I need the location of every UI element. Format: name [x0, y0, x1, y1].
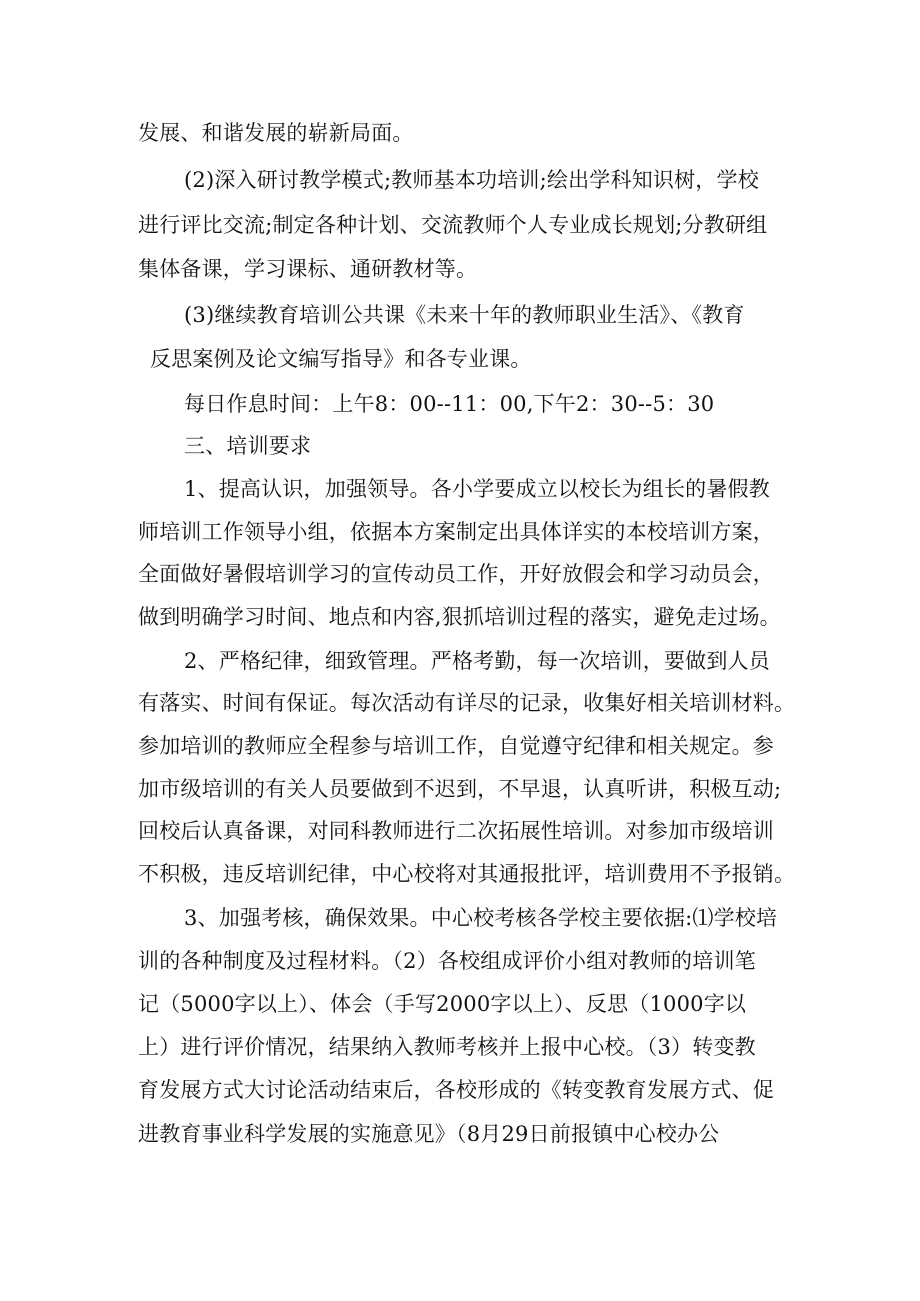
text-line: (3)继续教育培训公共课《未来十年的教师职业生活》、《教育	[184, 303, 745, 327]
text-line: 有落实、时间有保证。每次活动有详尽的记录，收集好相关培训材料。	[138, 691, 796, 715]
text-line: 做到明确学习时间、地点和内容,狠抓培训过程的落实，避免走过场。	[138, 605, 781, 629]
text-line: 3、加强考核，确保效果。中心校考核各学校主要依据:⑴学校培	[184, 906, 778, 930]
text-line: 上）进行评价情况，结果纳入教师考核并上报中心校。（3）转变教	[138, 1035, 756, 1059]
text-line: 记（5000字以上）、体会（手写2000字以上）、反思（1000字以	[138, 992, 747, 1016]
section-heading: 三、培训要求	[184, 434, 312, 458]
text-line: 回校后认真备课，对同科教师进行二次拓展性培训。对参加市级培训	[138, 819, 774, 843]
text-line: 全面做好暑假培训学习的宣传动员工作，开好放假会和学习动员会，	[138, 562, 774, 586]
text-line: 反思案例及论文编写指导》和各专业课。	[150, 347, 532, 371]
text-line: (2)深入研讨教学模式;教师基本功培训;绘出学科知识树，学校	[184, 168, 759, 192]
text-line: 不积极，违反培训纪律，中心校将对其通报批评，培训费用不予报销。	[138, 862, 796, 886]
text-line: 集体备课，学习课标、通研教材等。	[138, 257, 478, 281]
text-line: 进教育事业科学发展的实施意见》（8月29日前报镇中心校办公	[138, 1122, 720, 1146]
text-line: 加市级培训的有关人员要做到不迟到，不早退，认真听讲，积极互动;	[138, 777, 782, 801]
text-line: 参加培训的教师应全程参与培训工作，自觉遵守纪律和相关规定。参	[138, 734, 774, 758]
text-line: 发展、和谐发展的崭新局面。	[138, 121, 414, 145]
text-line: 进行评比交流;制定各种计划、交流教师个人专业成长规划;分教研组	[138, 213, 768, 237]
text-line: 每日作息时间：上午8：00--11：00,下午2：30--5：30	[184, 392, 715, 416]
text-line: 训的各种制度及过程材料。（2）各校组成评价小组对教师的培训笔	[138, 949, 756, 973]
text-line: 育发展方式大讨论活动结束后，各校形成的《转变教育发展方式、促	[138, 1078, 774, 1102]
text-line: 1、提高认识，加强领导。各小学要成立以校长为组长的暑假教	[184, 477, 770, 501]
text-line: 2、严格纪律，细致管理。严格考勤，每一次培训，要做到人员	[184, 649, 770, 673]
text-line: 师培训工作领导小组，依据本方案制定出具体详实的本校培训方案，	[138, 520, 774, 544]
